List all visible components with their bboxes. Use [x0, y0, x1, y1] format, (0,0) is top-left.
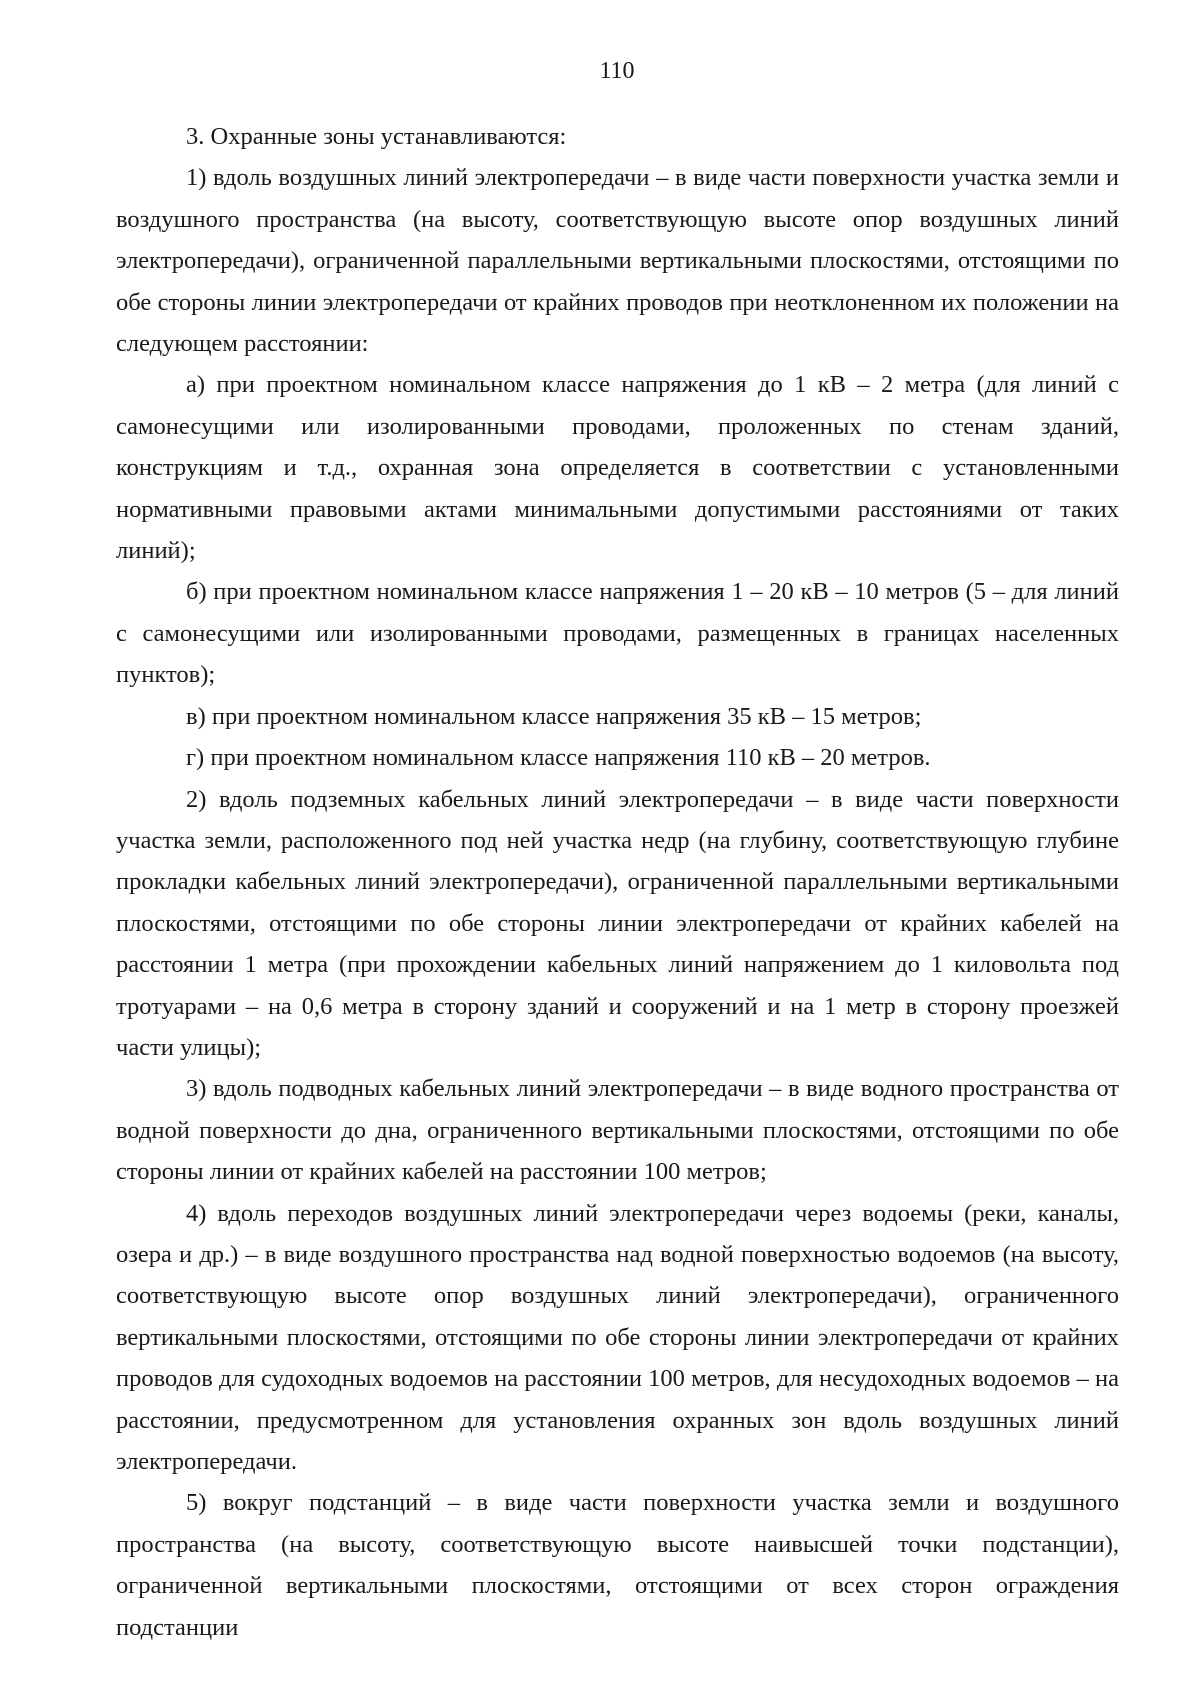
paragraph-voltage-110kv: г) при проектном номинальном классе напряжения 110 кВ – 20 метров.: [186, 744, 931, 772]
page-number: 110: [599, 58, 635, 84]
document-body: [116, 116, 1119, 1648]
paragraph-voltage-35kv: в) при проектном номинальном классе напряжения 35 кВ – 15 метров;: [186, 702, 922, 730]
paragraph-overhead-lines: 1) вдоль воздушных линий электропередачи – в виде части поверхности участка земли и воздушного пространства (на высоту, соответствующую высоте опор воздушных линий электропередачи), ограниченной параллельными вертикальными плоскостями, отстоящими по обе стороны линии электропередачи от крайних проводов при неотклоненном их положении на следующем расстоянии:: [116, 164, 1119, 358]
paragraph-substations: 5) вокруг подстанций – в виде части поверхности участка земли и воздушного пространства (на высоту, соответствующую высоте наивысшей точки подстанции), ограниченной вертикальными плоскостями, отстоящими от всех сторон ограждения подстанции: [116, 1489, 1119, 1641]
paragraph-water-crossings: 4) вдоль переходов воздушных линий электропередачи через водоемы (реки, каналы, озера и др.) – в виде воздушного пространства над водной поверхностью водоемов (на высоту, соответствующую высоте опор воздушных линий электропередачи), ограниченного вертикальными плоскостями, отстоящими по обе стороны линии электропередачи от крайних проводов для судоходных водоемов на расстоянии 100 метров, для несудоходных водоемов – на расстоянии, предусмотренном для установления охранных зон вдоль воздушных линий электропередачи.: [116, 1199, 1119, 1475]
paragraph-voltage-up-to-1kv: а) при проектном номинальном классе напряжения до 1 кВ – 2 метра (для линий с самонесущими или изолированными проводами, проложенных по стенам зданий, конструкциям и т.д., охранная зона определяется в соответствии с установленными нормативными правовыми актами минимальными допустимыми расстояниями от таких линий);: [116, 371, 1119, 565]
paragraph-zones-intro: 3. Охранные зоны устанавливаются:: [186, 123, 567, 150]
paragraph-underground-cables: 2) вдоль подземных кабельных линий электропередачи – в виде части поверхности участка земли, расположенного под ней участка недр (на глубину, соответствующую глубине прокладки кабельных линий электропередачи), ограниченной параллельными вертикальными плоскостями, отстоящими по обе стороны линии электропередачи от крайних кабелей на расстоянии 1 метра (при прохождении кабельных линий напряжением до 1 киловольта под тротуарами – на 0,6 метра в сторону зданий и сооружений и на 1 метр в сторону проезжей части улицы);: [116, 785, 1119, 1061]
paragraph-voltage-1-20kv: б) при проектном номинальном классе напряжения 1 – 20 кВ – 10 метров (5 – для линий с самонесущими или изолированными проводами, размещенных в границах населенных пунктов);: [116, 578, 1119, 689]
paragraph-underwater-cables: 3) вдоль подводных кабельных линий электропередачи – в виде водного пространства от водной поверхности до дна, ограниченного вертикальными плоскостями, отстоящими по обе стороны линии от крайних кабелей на расстоянии 100 метров;: [116, 1075, 1119, 1186]
